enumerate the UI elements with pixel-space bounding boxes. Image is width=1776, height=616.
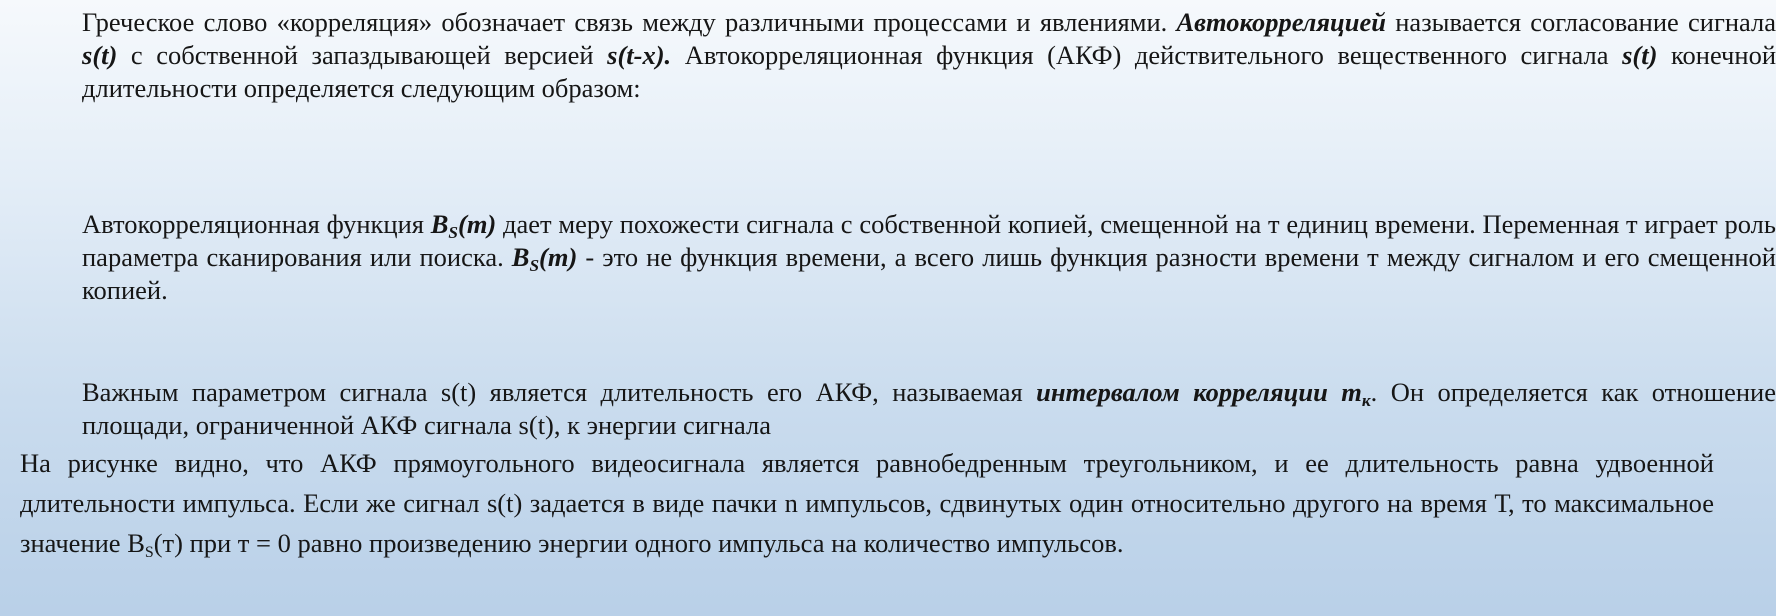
text: Важным параметром сигнала s(t) является длительность его АКФ, называемая: [82, 377, 1037, 407]
formula-s-t: s(t): [1622, 40, 1658, 70]
text: . Он определяется как отношение площади, ограниченной АКФ сигнала s(t), к энергии сигнала: [82, 377, 1776, 440]
paragraph-definition: [20, 6, 1776, 105]
text: На рисунке видно, что АКФ прямоугольного видеосигнала является равнобедренным треугольником, и ее длительность равна удвоенной длительности импульса. Если же сигнал s(t) задается в виде пачки n импульсов, сдвинутых один относительно другого на время Т, то максимальное значение B: [20, 448, 1714, 558]
text: конечной длительности определяется следующим образом:: [82, 40, 1776, 103]
formula-bs-tau: [430, 209, 497, 243]
text: (т) при т = 0 равно произведению энергии одного импульса на количество импульсов.: [153, 528, 1124, 558]
text: дает меру похожести сигнала с собственной копией, смещенной на т единиц времени. Переменная т играет роль параметра сканирования или поиска.: [82, 209, 1776, 272]
term-autocorrelation: Автокорреляцией: [1176, 7, 1387, 37]
formula-symbol: B: [511, 242, 530, 272]
formula-s-t-x: s(t-x).: [607, 40, 672, 70]
text: - это не функция времени, а всего лишь функция разности времени т между сигналом и его смещенной копией.: [82, 242, 1776, 305]
formula-argument: (т): [539, 242, 578, 272]
formula-symbol: B: [430, 209, 449, 239]
text: Автокорреляционная функция (АКФ) действительного вещественного сигнала: [671, 40, 1623, 70]
subscript-s: S: [144, 543, 154, 561]
text: называется согласование сигнала: [1386, 7, 1776, 37]
formula-bs-tau: [511, 242, 578, 276]
formula-subscript: S: [448, 223, 458, 243]
term-subscript: к: [1361, 391, 1371, 411]
formula-subscript: S: [529, 256, 540, 276]
formula-s-t: s(t): [82, 40, 118, 70]
paragraph-correlation-interval: [20, 376, 1776, 442]
text: Автокорреляционная функция: [82, 209, 431, 239]
term-correlation-interval: [1036, 377, 1371, 411]
paragraph-acf-meaning: [20, 208, 1776, 307]
formula-argument: (т): [458, 209, 497, 239]
term-text: интервалом корреляции т: [1036, 377, 1362, 407]
paragraph-rect-pulse: [20, 443, 1714, 563]
text: с собственной запаздывающей версией: [117, 40, 608, 70]
text: Греческое слово «корреляция» обозначает связь между различными процессами и явлениями.: [82, 7, 1177, 37]
